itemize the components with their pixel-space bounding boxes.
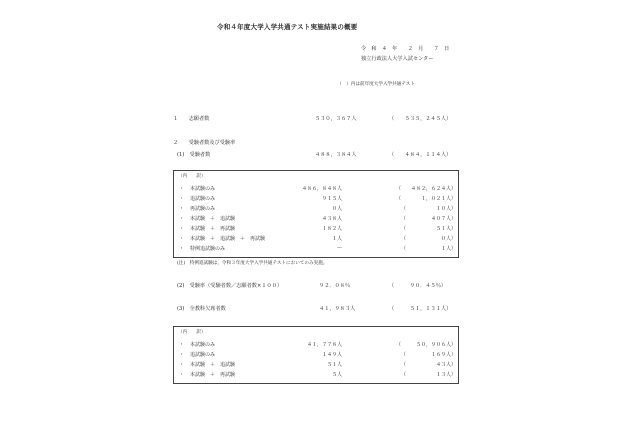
row-value: ４１，７７８人 [306, 342, 342, 348]
bullet: ・ [179, 226, 185, 232]
row-label: 追試験のみ [190, 196, 216, 202]
document-page [129, 0, 473, 426]
row-label: 本試験 ＋ 追試験 [190, 216, 236, 222]
table-row [174, 185, 458, 194]
row-prev: （ １６９人） [400, 352, 456, 358]
table-row [174, 341, 458, 350]
row-prev: （ ５１人） [400, 226, 456, 232]
row-value: — [337, 245, 342, 251]
row-label: 本試験のみ [190, 342, 216, 348]
row-prev: （ ４８２，６２４人） [395, 186, 456, 192]
row-prev: （ １，０２１人） [395, 196, 456, 202]
absentees-prev: （ ５１，１３１人） [389, 306, 452, 312]
table-row [174, 351, 458, 360]
row-prev: （ ４３人） [400, 362, 456, 368]
table-row [174, 225, 458, 234]
exam-rate-prev: （ ９０．４５％） [389, 283, 447, 289]
examinees-prev: （ ４８４，１１４人） [389, 152, 452, 158]
footnote: (注) 特例追試験は，令和３年度大学入学共通テストにおいてのみ実施。 [177, 261, 328, 266]
row-value: １人 [331, 236, 342, 242]
applicants-value: ５３０，３６７人 [315, 116, 357, 122]
row-value: ５１人 [326, 362, 342, 368]
table-row [174, 205, 458, 214]
examinees-breakdown-box [173, 170, 459, 258]
row-label: 特例追試験のみ [190, 246, 226, 252]
issuing-organization: 独立行政法人大学入試センター [361, 56, 434, 62]
table-row [174, 361, 458, 370]
bullet: ・ [179, 342, 185, 348]
bullet: ・ [179, 196, 185, 202]
bullet: ・ [179, 362, 185, 368]
row-prev: （ １人） [400, 246, 456, 252]
row-label: 再試験のみ [190, 206, 216, 212]
absentees-label: (3) 全教科欠席者数 [177, 306, 226, 312]
row-prev: （ ０人） [400, 236, 456, 242]
row-value: ９１５人 [321, 196, 342, 202]
row-value: ０人 [331, 206, 342, 212]
table-row [174, 235, 458, 244]
breakdown-header: （内 訳） [178, 174, 206, 179]
row-label: 本試験 ＋ 再試験 [190, 226, 236, 232]
bullet: ・ [179, 186, 185, 192]
exam-rate-label: (2) 受験率（受験者数／志願者数×１００） [177, 283, 283, 289]
bullet: ・ [179, 352, 185, 358]
row-label: 本試験のみ [190, 186, 216, 192]
bullet: ・ [179, 216, 185, 222]
row-value: ４３８人 [321, 216, 342, 222]
applicants-label: １ 志願者数 [173, 116, 210, 122]
row-prev: （ １３人） [400, 372, 456, 378]
examinees-value: ４８８，３８４人 [315, 152, 357, 158]
table-row [174, 245, 458, 254]
row-label: 本試験 ＋ 再試験 [190, 372, 236, 378]
table-row [174, 371, 458, 380]
absentees-breakdown-box [173, 326, 459, 384]
row-label: 本試験 ＋ 追試験 [190, 362, 236, 368]
row-prev: （ ５０，９０６人） [395, 342, 456, 348]
bullet: ・ [179, 236, 185, 242]
table-row [174, 215, 458, 224]
exam-rate-value: ９２．０８％ [319, 283, 351, 289]
bullet: ・ [179, 372, 185, 378]
row-value: １４９人 [321, 352, 342, 358]
bullet: ・ [179, 206, 185, 212]
applicants-prev: （ ５３５，２４５人） [389, 116, 452, 122]
breakdown-header: （内 訳） [178, 330, 206, 335]
row-value: ４８６，８４８人 [301, 186, 342, 192]
row-value: ５人 [331, 372, 342, 378]
section2-heading: ２ 受験者数及び受験率 [173, 140, 236, 146]
row-value: １８２人 [321, 226, 342, 232]
table-row [174, 195, 458, 204]
examinees-label: (1) 受験者数 [177, 152, 211, 158]
bullet: ・ [179, 246, 185, 252]
document-date: 令 和 ４ 年 ２ 月 ７ 日 [361, 46, 450, 52]
absentees-value: ４１，９８３人 [319, 306, 356, 312]
row-prev: （ １０人） [400, 206, 456, 212]
row-prev: （ ４０７人） [400, 216, 456, 222]
page-title: 令和４年度大学入学共通テスト実施結果の概要 [217, 23, 358, 31]
row-label: 本試験 ＋ 追試験 ＋ 再試験 [190, 236, 266, 242]
row-label: 追試験のみ [190, 352, 216, 358]
previous-year-note: （ ）内は前年度大学入学共通テスト [337, 82, 415, 87]
